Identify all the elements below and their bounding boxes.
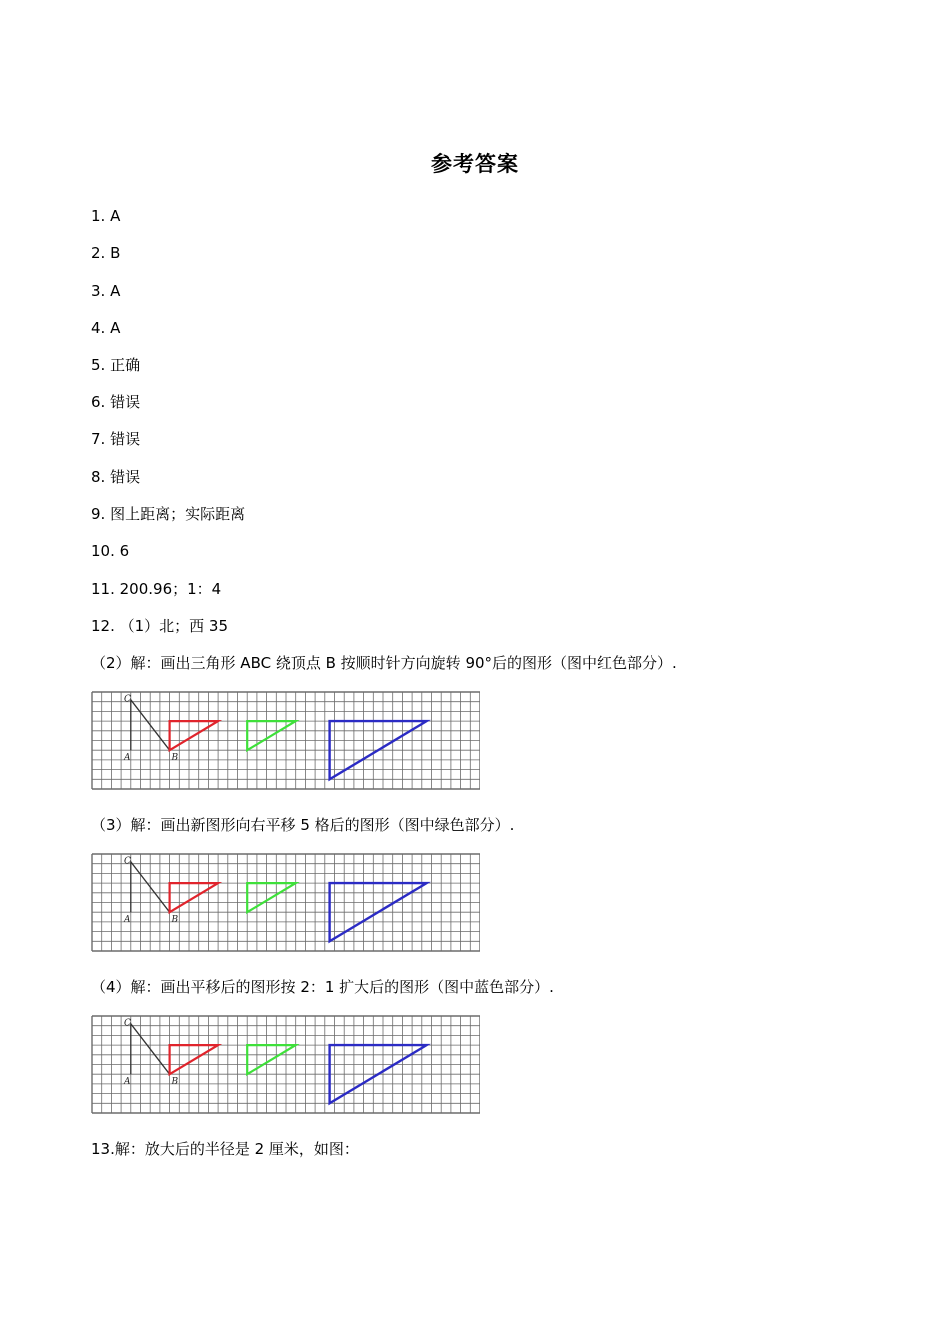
label-c: C xyxy=(124,694,131,705)
answer-8: 8. 错误 xyxy=(91,468,141,486)
step-2-text: （2）解：画出三角形 ABC 绕顶点 B 按顺时针方向旋转 90°后的图形（图中红色部分）. xyxy=(91,654,677,672)
label-b: B xyxy=(171,914,179,925)
answer-1: 1. A xyxy=(91,207,121,225)
label-c: C xyxy=(124,1018,131,1029)
label-b: B xyxy=(171,752,179,763)
green-triangle xyxy=(247,883,296,912)
page-title: 参考答案 xyxy=(431,152,519,176)
answer-6: 6. 错误 xyxy=(91,393,141,411)
answer-9: 9. 图上距离；实际距离 xyxy=(91,505,246,523)
red-triangle xyxy=(170,1045,219,1074)
step-3-text: （3）解：画出新图形向右平移 5 格后的图形（图中绿色部分）. xyxy=(91,816,515,834)
answer-12: 12. （1）北；西 35 xyxy=(91,617,229,635)
label-b: B xyxy=(171,1076,179,1087)
answer-2: 2. B xyxy=(91,244,121,262)
label-a: A xyxy=(124,752,131,763)
label-a: A xyxy=(124,914,131,925)
green-triangle xyxy=(247,721,296,750)
answer-4: 4. A xyxy=(91,319,121,337)
label-c: C xyxy=(124,856,131,867)
answer-5: 5. 正确 xyxy=(91,356,141,374)
answer-11: 11. 200.96；1：4 xyxy=(91,580,222,598)
answer-3: 3. A xyxy=(91,282,121,300)
grid-lines xyxy=(92,1016,480,1113)
answer-10: 10. 6 xyxy=(91,542,130,560)
grid-lines xyxy=(92,692,480,789)
grid-figure-2 xyxy=(90,852,480,957)
question-13-text: 13.解：放大后的半径是 2 厘米，如图： xyxy=(91,1140,359,1158)
label-a: A xyxy=(124,1076,131,1087)
grid-figure-3 xyxy=(90,1014,480,1119)
grid-figure-1 xyxy=(90,690,480,795)
green-triangle xyxy=(247,1045,296,1074)
answer-7: 7. 错误 xyxy=(91,430,141,448)
grid-lines xyxy=(92,854,480,951)
red-triangle xyxy=(170,883,219,912)
step-4-text: （4）解：画出平移后的图形按 2：1 扩大后的图形（图中蓝色部分）. xyxy=(91,978,554,996)
red-triangle xyxy=(170,721,219,750)
